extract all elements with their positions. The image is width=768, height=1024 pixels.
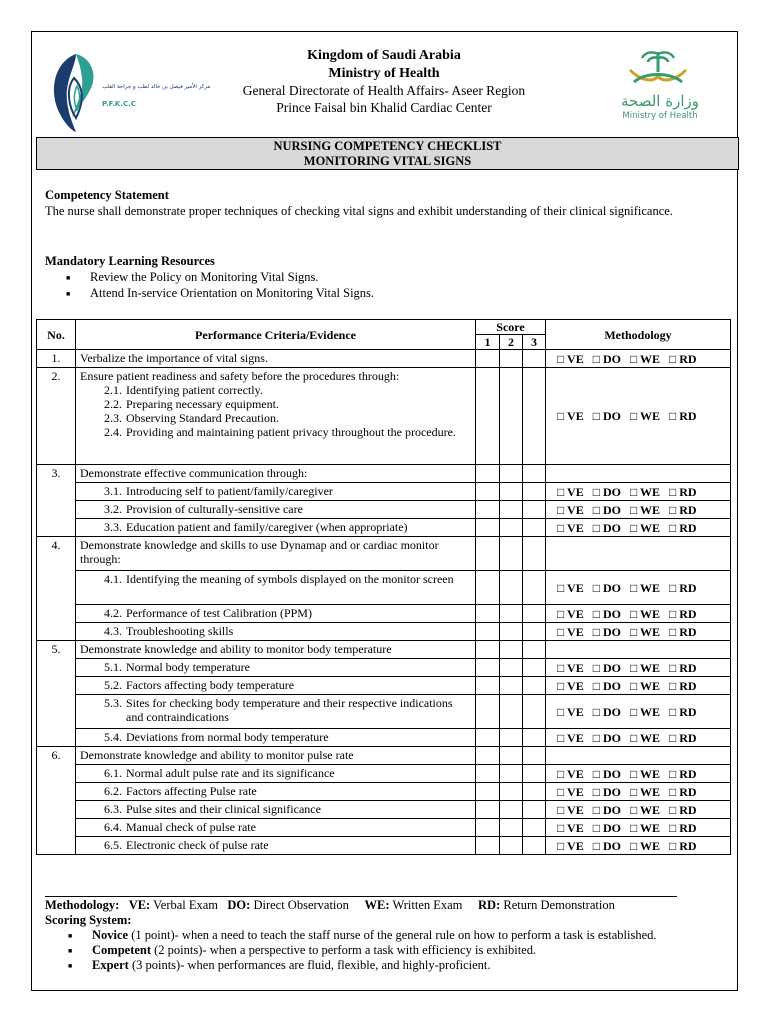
score-novice bbox=[92, 928, 705, 943]
score-cell[interactable] bbox=[500, 837, 523, 855]
score-cell[interactable] bbox=[476, 659, 500, 677]
method-option-checkbox[interactable]: □ RD bbox=[669, 520, 697, 535]
method-option-checkbox[interactable]: □ VE bbox=[557, 580, 584, 595]
method-option-checkbox[interactable]: □ VE bbox=[557, 502, 584, 517]
method-option-checkbox[interactable]: □ RD bbox=[669, 678, 697, 693]
col-no-header: No. bbox=[37, 320, 76, 350]
score-cell[interactable] bbox=[523, 483, 546, 501]
score-cell[interactable] bbox=[523, 519, 546, 537]
criteria-cell bbox=[76, 623, 476, 641]
table-row bbox=[37, 501, 731, 519]
score-2-header: 2 bbox=[500, 335, 523, 350]
score-competent bbox=[92, 943, 705, 958]
expert-text: - when performances are fluid, flexible, and highly-proficient. bbox=[180, 958, 491, 972]
score-cell[interactable] bbox=[500, 641, 523, 659]
table-row bbox=[37, 483, 731, 501]
criteria-cell: Demonstrate knowledge and skills to use Dynamap and or cardiac monitor through: bbox=[76, 537, 476, 571]
criteria-cell bbox=[76, 605, 476, 623]
sub-item-number: 3.2. bbox=[104, 502, 122, 516]
score-cell[interactable] bbox=[523, 465, 546, 483]
sub-item-text: Preparing necessary equipment. bbox=[126, 397, 279, 411]
score-cell[interactable] bbox=[500, 765, 523, 783]
header-directorate: General Directorate of Health Affairs- Aseer Region bbox=[242, 83, 526, 98]
method-option-checkbox[interactable]: □ RD bbox=[669, 351, 697, 366]
score-cell[interactable] bbox=[500, 747, 523, 765]
score-cell[interactable] bbox=[500, 605, 523, 623]
we-desc: Written Exam bbox=[392, 898, 463, 912]
checklist-title bbox=[36, 137, 739, 170]
table-row bbox=[37, 623, 731, 641]
score-cell[interactable] bbox=[476, 695, 500, 729]
sub-item-number: 2.3. bbox=[104, 411, 122, 425]
method-option-checkbox[interactable]: □ VE bbox=[557, 838, 584, 853]
method-option-checkbox[interactable]: □ WE bbox=[629, 766, 660, 781]
score-cell[interactable] bbox=[500, 350, 523, 368]
sub-item-number: 6.2. bbox=[104, 784, 122, 798]
method-option-checkbox[interactable]: □ WE bbox=[629, 660, 660, 675]
score-cell[interactable] bbox=[476, 501, 500, 519]
criteria-cell bbox=[76, 368, 476, 465]
table-row bbox=[37, 801, 731, 819]
score-cell[interactable] bbox=[523, 837, 546, 855]
method-option-checkbox[interactable]: □ DO bbox=[592, 502, 621, 517]
criteria-cell: Demonstrate effective communication through: bbox=[76, 465, 476, 483]
method-option-checkbox[interactable]: □ DO bbox=[592, 520, 621, 535]
methodology-cell[interactable] bbox=[546, 605, 731, 623]
criteria-cell: Verbalize the importance of vital signs. bbox=[76, 350, 476, 368]
method-option-checkbox[interactable]: □ DO bbox=[592, 838, 621, 853]
method-option-checkbox[interactable]: □ WE bbox=[629, 784, 660, 799]
competency-section bbox=[45, 187, 705, 219]
method-option-checkbox[interactable]: □ WE bbox=[629, 502, 660, 517]
method-option-checkbox[interactable]: □ VE bbox=[557, 802, 584, 817]
sub-item-number: 5.1. bbox=[104, 660, 122, 674]
criteria-table bbox=[36, 319, 731, 855]
score-cell[interactable] bbox=[500, 483, 523, 501]
table-row bbox=[37, 519, 731, 537]
method-option-checkbox[interactable]: □ VE bbox=[557, 606, 584, 621]
methodology-cell bbox=[546, 747, 731, 765]
method-option-checkbox[interactable]: □ RD bbox=[669, 730, 697, 745]
criteria-cell bbox=[76, 519, 476, 537]
table-row bbox=[37, 571, 731, 605]
competent-points: (2 points) bbox=[154, 943, 203, 957]
criteria-text: Ensure patient readiness and safety before the procedures through: bbox=[80, 369, 400, 383]
score-cell[interactable] bbox=[500, 729, 523, 747]
methodology-cell[interactable] bbox=[546, 623, 731, 641]
method-option-checkbox[interactable]: □ RD bbox=[669, 606, 697, 621]
novice-text: - when a need to teach the staff nurse of the general rule on how to perform a task is established. bbox=[174, 928, 657, 942]
table-row bbox=[37, 783, 731, 801]
novice-label: Novice bbox=[92, 928, 129, 942]
we-abbr: WE: bbox=[364, 898, 390, 912]
score-cell[interactable] bbox=[500, 695, 523, 729]
table-row bbox=[37, 695, 731, 729]
score-1-header: 1 bbox=[476, 335, 500, 350]
score-cell[interactable] bbox=[500, 801, 523, 819]
score-cell[interactable] bbox=[500, 501, 523, 519]
methodology-cell[interactable] bbox=[546, 571, 731, 605]
methodology-cell[interactable] bbox=[546, 501, 731, 519]
row-number: 2. bbox=[37, 368, 76, 465]
method-option-checkbox[interactable]: □ DO bbox=[592, 624, 621, 639]
sub-item-text: Manual check of pulse rate bbox=[126, 820, 256, 834]
methodology-label: Methodology: bbox=[45, 898, 120, 912]
resource-item: ■ Attend In-service Orientation on Monitoring Vital Signs. bbox=[90, 285, 705, 301]
pfkcc-text: P.F.K.C.C bbox=[102, 100, 136, 108]
table-row bbox=[37, 819, 731, 837]
methodology-cell[interactable] bbox=[546, 483, 731, 501]
method-option-checkbox[interactable]: □ VE bbox=[557, 660, 584, 675]
resources-section bbox=[45, 253, 705, 301]
rd-desc: Return Demonstration bbox=[503, 898, 615, 912]
score-cell[interactable] bbox=[476, 465, 500, 483]
sub-item-text: Factors affecting body temperature bbox=[126, 678, 295, 692]
score-cell[interactable] bbox=[500, 368, 523, 465]
method-option-checkbox[interactable]: □ WE bbox=[629, 730, 660, 745]
score-cell[interactable] bbox=[476, 368, 500, 465]
methodology-cell[interactable] bbox=[546, 519, 731, 537]
methodology-cell[interactable] bbox=[546, 677, 731, 695]
method-option-checkbox[interactable]: □ DO bbox=[592, 660, 621, 675]
methodology-cell[interactable] bbox=[546, 837, 731, 855]
scoring-label: Scoring System: bbox=[45, 913, 132, 927]
score-cell[interactable] bbox=[523, 801, 546, 819]
method-option-checkbox[interactable]: □ RD bbox=[669, 484, 697, 499]
method-option-checkbox[interactable]: □ WE bbox=[629, 351, 660, 366]
sub-item-text: Introducing self to patient/family/caregiver bbox=[126, 484, 333, 498]
pfkcc-logo bbox=[46, 48, 211, 134]
method-option-checkbox[interactable]: □ RD bbox=[669, 502, 697, 517]
method-option-checkbox[interactable]: □ WE bbox=[629, 580, 660, 595]
sub-item-text: Pulse sites and their clinical significance bbox=[126, 802, 321, 816]
method-option-checkbox[interactable]: □ WE bbox=[629, 520, 660, 535]
methodology-cell bbox=[546, 465, 731, 483]
moh-arabic-text: وزارة الصحة bbox=[621, 92, 699, 110]
score-cell[interactable] bbox=[500, 537, 523, 571]
ve-desc: Verbal Exam bbox=[153, 898, 219, 912]
row-number: 1. bbox=[37, 350, 76, 368]
score-cell[interactable] bbox=[523, 695, 546, 729]
criteria-cell bbox=[76, 837, 476, 855]
method-option-checkbox[interactable]: □ VE bbox=[557, 820, 584, 835]
method-option-checkbox[interactable]: □ RD bbox=[669, 580, 697, 595]
resources-heading: Mandatory Learning Resources bbox=[45, 254, 215, 268]
score-cell[interactable] bbox=[476, 729, 500, 747]
score-cell[interactable] bbox=[476, 519, 500, 537]
novice-points: (1 point) bbox=[131, 928, 175, 942]
score-cell[interactable] bbox=[523, 623, 546, 641]
method-option-checkbox[interactable]: □ DO bbox=[592, 820, 621, 835]
score-cell[interactable] bbox=[523, 605, 546, 623]
score-3-header: 3 bbox=[523, 335, 546, 350]
method-option-checkbox[interactable]: □ DO bbox=[592, 784, 621, 799]
method-option-checkbox[interactable]: □ VE bbox=[557, 520, 584, 535]
score-cell[interactable] bbox=[476, 765, 500, 783]
sub-item-number: 6.4. bbox=[104, 820, 122, 834]
competent-label: Competent bbox=[92, 943, 152, 957]
sub-item-text: Identifying the meaning of symbols displayed on the monitor screen bbox=[126, 572, 454, 586]
method-option-checkbox[interactable]: □ DO bbox=[592, 409, 621, 423]
score-expert bbox=[92, 958, 705, 973]
legend-section bbox=[45, 896, 705, 973]
score-cell[interactable] bbox=[523, 819, 546, 837]
methodology-cell[interactable] bbox=[546, 368, 731, 465]
method-option-checkbox[interactable]: □ VE bbox=[557, 766, 584, 781]
method-option-checkbox[interactable]: □ WE bbox=[629, 704, 660, 719]
criteria-cell bbox=[76, 677, 476, 695]
method-option-checkbox[interactable]: □ WE bbox=[629, 484, 660, 499]
criteria-cell bbox=[76, 695, 476, 729]
method-option-checkbox[interactable]: □ DO bbox=[592, 766, 621, 781]
score-cell[interactable] bbox=[500, 519, 523, 537]
table-row bbox=[37, 537, 731, 571]
method-option-checkbox[interactable]: □ WE bbox=[629, 802, 660, 817]
methodology-cell[interactable] bbox=[546, 695, 731, 729]
method-option-checkbox[interactable]: □ RD bbox=[669, 784, 697, 799]
method-option-checkbox[interactable]: □ VE bbox=[557, 704, 584, 719]
sub-item-number: 5.2. bbox=[104, 678, 122, 692]
criteria-cell bbox=[76, 501, 476, 519]
score-cell[interactable] bbox=[476, 819, 500, 837]
method-option-checkbox[interactable]: □ RD bbox=[669, 820, 697, 835]
score-cell[interactable] bbox=[476, 837, 500, 855]
competent-text: - when a perspective to perform a task with efficiency is exhibited. bbox=[202, 943, 537, 957]
score-cell[interactable] bbox=[523, 501, 546, 519]
score-cell[interactable] bbox=[476, 605, 500, 623]
table-row bbox=[37, 659, 731, 677]
row-number: 6. bbox=[37, 747, 76, 855]
method-option-checkbox[interactable]: □ RD bbox=[669, 802, 697, 817]
method-option-checkbox[interactable]: □ WE bbox=[629, 606, 660, 621]
method-option-checkbox[interactable]: □ VE bbox=[557, 409, 584, 423]
header-kingdom: Kingdom of Saudi Arabia bbox=[307, 48, 461, 63]
score-cell[interactable] bbox=[500, 623, 523, 641]
methodology-legend bbox=[45, 898, 705, 913]
score-cell[interactable] bbox=[523, 729, 546, 747]
method-option-checkbox[interactable]: □ DO bbox=[592, 678, 621, 693]
method-option-checkbox[interactable]: □ WE bbox=[629, 409, 660, 423]
method-option-checkbox[interactable]: □ WE bbox=[629, 838, 660, 853]
table-row bbox=[37, 641, 731, 659]
row-number: 5. bbox=[37, 641, 76, 747]
method-option-checkbox[interactable]: □ DO bbox=[592, 606, 621, 621]
methodology-cell[interactable] bbox=[546, 819, 731, 837]
criteria-cell bbox=[76, 729, 476, 747]
score-cell[interactable] bbox=[476, 623, 500, 641]
moh-english-text: Ministry of Health bbox=[622, 111, 698, 121]
methodology-cell[interactable] bbox=[546, 783, 731, 801]
method-option-checkbox[interactable]: □ DO bbox=[592, 802, 621, 817]
sub-item-text: Provision of culturally-sensitive care bbox=[126, 502, 303, 516]
pfkcc-arabic-text: مركز الأمير فيصل بن خالد لطب و جراحة القلب bbox=[102, 84, 211, 90]
criteria-cell bbox=[76, 765, 476, 783]
criteria-cell bbox=[76, 483, 476, 501]
score-cell[interactable] bbox=[476, 783, 500, 801]
score-cell[interactable] bbox=[476, 641, 500, 659]
title-line-1: NURSING COMPETENCY CHECKLIST bbox=[273, 139, 502, 153]
methodology-cell[interactable] bbox=[546, 350, 731, 368]
score-cell[interactable] bbox=[476, 747, 500, 765]
sub-item-text: Deviations from normal body temperature bbox=[126, 730, 329, 744]
criteria-cell bbox=[76, 571, 476, 605]
score-cell[interactable] bbox=[476, 537, 500, 571]
sub-item-number: 2.1. bbox=[104, 383, 122, 397]
resource-item: ■ Review the Policy on Monitoring Vital Signs. bbox=[90, 269, 705, 285]
method-option-checkbox[interactable]: □ RD bbox=[669, 766, 697, 781]
sub-item-text: Troubleshooting skills bbox=[126, 624, 234, 638]
criteria-cell: Demonstrate knowledge and ability to monitor pulse rate bbox=[76, 747, 476, 765]
document-header bbox=[180, 46, 588, 116]
criteria-cell bbox=[76, 783, 476, 801]
moh-logo bbox=[608, 48, 712, 124]
sub-item-text: Sites for checking body temperature and their respective indications and contraindications bbox=[126, 696, 453, 724]
row-number: 4. bbox=[37, 537, 76, 641]
score-cell[interactable] bbox=[476, 350, 500, 368]
row-number: 3. bbox=[37, 465, 76, 537]
sub-item-text: Providing and maintaining patient privacy throughout the procedure. bbox=[126, 425, 456, 439]
score-cell[interactable] bbox=[500, 659, 523, 677]
header-center: Prince Faisal bin Khalid Cardiac Center bbox=[276, 100, 492, 115]
method-option-checkbox[interactable]: □ RD bbox=[669, 838, 697, 853]
score-cell[interactable] bbox=[500, 677, 523, 695]
rd-abbr: RD: bbox=[478, 898, 501, 912]
sub-item-number: 4.2. bbox=[104, 606, 122, 620]
score-cell[interactable] bbox=[500, 783, 523, 801]
score-cell[interactable] bbox=[523, 571, 546, 605]
score-cell[interactable] bbox=[523, 765, 546, 783]
sub-item-text: Normal adult pulse rate and its significance bbox=[126, 766, 335, 780]
criteria-cell bbox=[76, 801, 476, 819]
table-row bbox=[37, 465, 731, 483]
method-option-checkbox[interactable]: □ DO bbox=[592, 351, 621, 366]
method-option-checkbox[interactable]: □ WE bbox=[629, 678, 660, 693]
score-cell[interactable] bbox=[523, 677, 546, 695]
score-cell[interactable] bbox=[500, 465, 523, 483]
sub-item-number: 4.3. bbox=[104, 624, 122, 638]
method-option-checkbox[interactable]: □ DO bbox=[592, 580, 621, 595]
expert-label: Expert bbox=[92, 958, 129, 972]
methodology-cell[interactable] bbox=[546, 659, 731, 677]
method-option-checkbox[interactable]: □ DO bbox=[592, 730, 621, 745]
score-cell[interactable] bbox=[500, 571, 523, 605]
col-criteria-header: Performance Criteria/Evidence bbox=[76, 320, 476, 350]
legend-divider bbox=[45, 896, 677, 897]
score-cell[interactable] bbox=[523, 747, 546, 765]
method-option-checkbox[interactable]: □ WE bbox=[629, 820, 660, 835]
col-method-header: Methodology bbox=[546, 320, 731, 350]
score-cell[interactable] bbox=[476, 801, 500, 819]
sub-item-number: 3.1. bbox=[104, 484, 122, 498]
methodology-cell bbox=[546, 537, 731, 571]
sub-item-text: Observing Standard Precaution. bbox=[126, 411, 279, 425]
sub-item-number: 4.1. bbox=[104, 572, 122, 586]
sub-item-text: Performance of test Calibration (PPM) bbox=[126, 606, 312, 620]
sub-item-number: 5.4. bbox=[104, 730, 122, 744]
expert-points: (3 points) bbox=[131, 958, 181, 972]
score-cell[interactable] bbox=[476, 677, 500, 695]
table-row bbox=[37, 368, 731, 465]
sub-item-number: 2.4. bbox=[104, 425, 122, 439]
methodology-cell[interactable] bbox=[546, 801, 731, 819]
criteria-cell: Demonstrate knowledge and ability to monitor body temperature bbox=[76, 641, 476, 659]
score-cell[interactable] bbox=[523, 659, 546, 677]
method-option-checkbox[interactable]: □ RD bbox=[669, 624, 697, 639]
table-row bbox=[37, 677, 731, 695]
competency-heading: Competency Statement bbox=[45, 188, 169, 202]
table-row bbox=[37, 837, 731, 855]
sub-item-text: Factors affecting Pulse rate bbox=[126, 784, 257, 798]
score-cell[interactable] bbox=[476, 571, 500, 605]
ve-abbr: VE: bbox=[128, 898, 151, 912]
competency-text: The nurse shall demonstrate proper techniques of checking vital signs and exhibit understanding of their clinical significance. bbox=[45, 204, 673, 218]
method-option-checkbox[interactable]: □ DO bbox=[592, 704, 621, 719]
score-cell[interactable] bbox=[523, 783, 546, 801]
method-option-checkbox[interactable]: □ VE bbox=[557, 624, 584, 639]
sub-item-text: Identifying patient correctly. bbox=[126, 383, 263, 397]
do-abbr: DO: bbox=[227, 898, 251, 912]
sub-item-number: 5.3. bbox=[104, 696, 122, 710]
sub-item-number: 2.2. bbox=[104, 397, 122, 411]
score-cell[interactable] bbox=[523, 368, 546, 465]
method-option-checkbox[interactable]: □ RD bbox=[669, 409, 697, 423]
method-option-checkbox[interactable]: □ VE bbox=[557, 730, 584, 745]
method-option-checkbox[interactable]: □ VE bbox=[557, 784, 584, 799]
title-line-2: MONITORING VITAL SIGNS bbox=[303, 154, 472, 168]
score-cell[interactable] bbox=[476, 483, 500, 501]
criteria-cell bbox=[76, 659, 476, 677]
method-option-checkbox[interactable]: □ VE bbox=[557, 351, 584, 366]
method-option-checkbox[interactable]: □ DO bbox=[592, 484, 621, 499]
score-cell[interactable] bbox=[523, 537, 546, 571]
col-score-header: Score bbox=[476, 320, 546, 335]
table-row bbox=[37, 765, 731, 783]
sub-item-text: Education patient and family/caregiver (when appropriate) bbox=[126, 520, 408, 534]
sub-item-text: Normal body temperature bbox=[126, 660, 250, 674]
sub-item-text: Electronic check of pulse rate bbox=[126, 838, 269, 852]
score-cell[interactable] bbox=[500, 819, 523, 837]
sub-item-number: 3.3. bbox=[104, 520, 122, 534]
methodology-cell[interactable] bbox=[546, 729, 731, 747]
sub-item-number: 6.1. bbox=[104, 766, 122, 780]
table-row bbox=[37, 747, 731, 765]
score-cell[interactable] bbox=[523, 350, 546, 368]
methodology-cell[interactable] bbox=[546, 765, 731, 783]
method-option-checkbox[interactable]: □ WE bbox=[629, 624, 660, 639]
method-option-checkbox[interactable]: □ VE bbox=[557, 484, 584, 499]
methodology-cell bbox=[546, 641, 731, 659]
header-ministry: Ministry of Health bbox=[328, 66, 440, 81]
table-row bbox=[37, 350, 731, 368]
table-row bbox=[37, 729, 731, 747]
criteria-cell bbox=[76, 819, 476, 837]
score-cell[interactable] bbox=[523, 641, 546, 659]
do-desc: Direct Observation bbox=[253, 898, 349, 912]
table-row bbox=[37, 605, 731, 623]
method-option-checkbox[interactable]: □ RD bbox=[669, 704, 697, 719]
method-option-checkbox[interactable]: □ VE bbox=[557, 678, 584, 693]
method-option-checkbox[interactable]: □ RD bbox=[669, 660, 697, 675]
sub-item-number: 6.5. bbox=[104, 838, 122, 852]
sub-item-number: 6.3. bbox=[104, 802, 122, 816]
